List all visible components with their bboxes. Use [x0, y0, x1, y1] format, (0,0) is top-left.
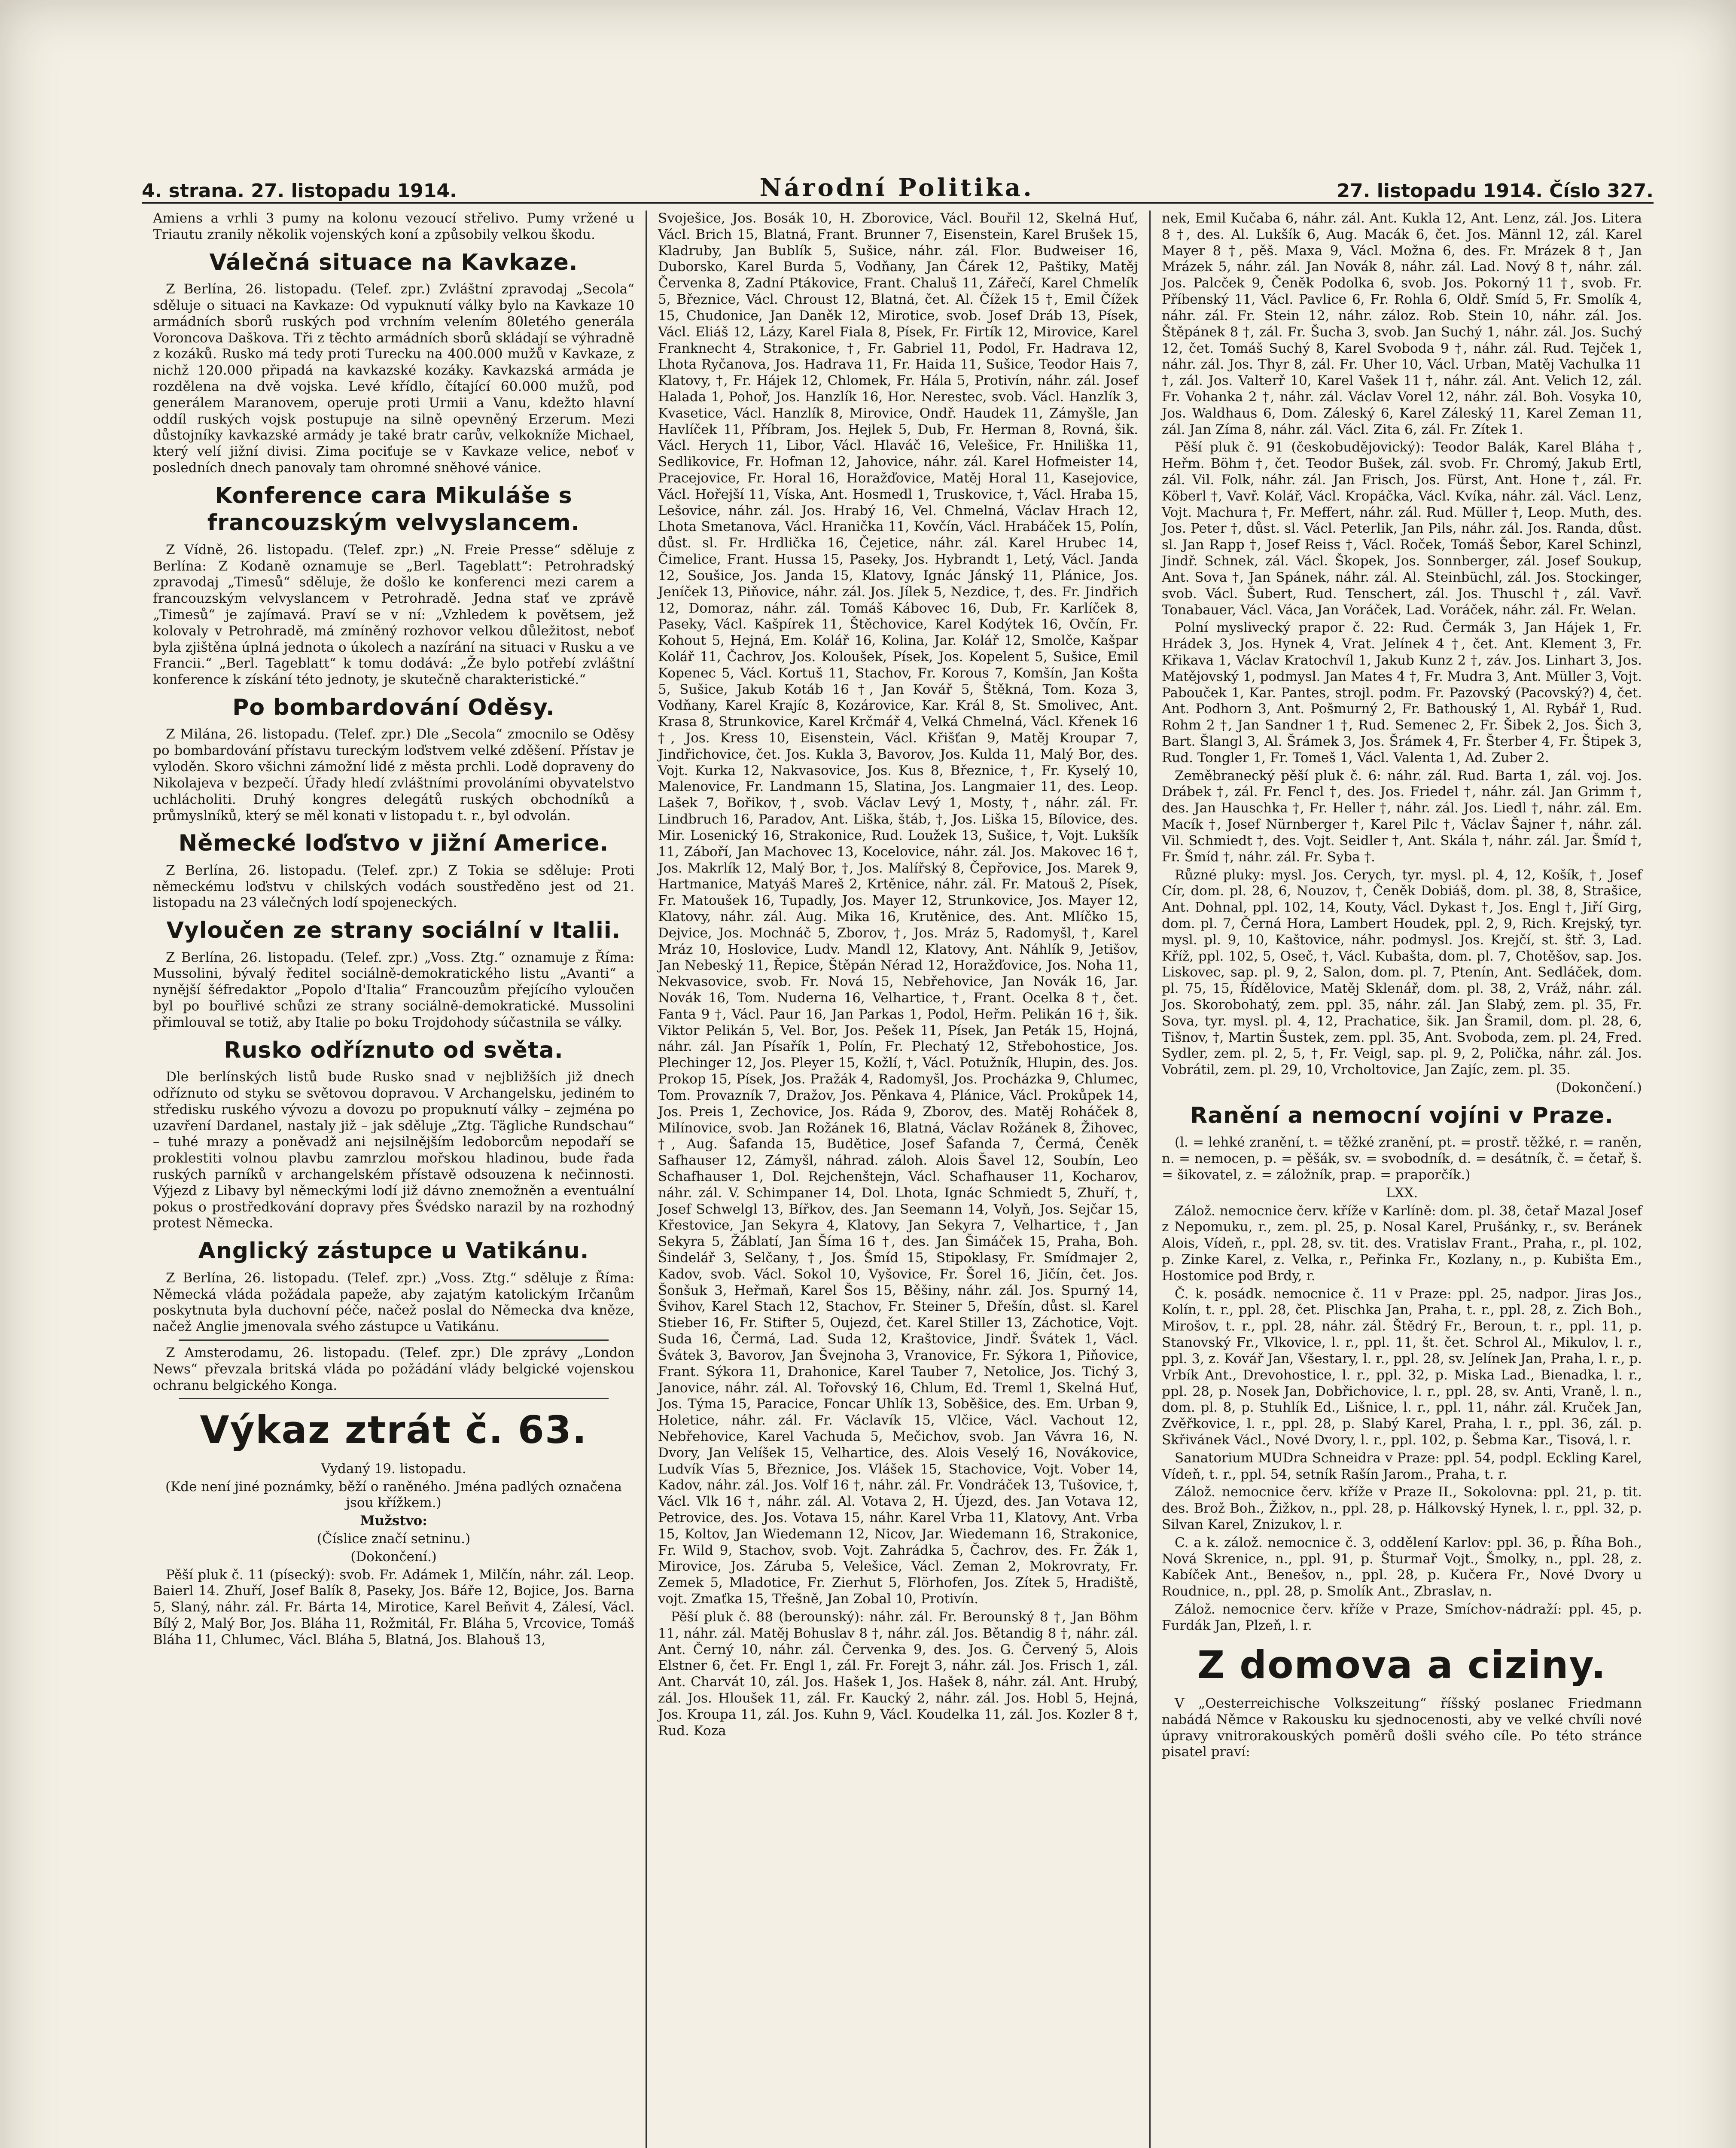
list-note: Vydaný 19. listopadu.	[321, 1461, 466, 1477]
list-note: (Dokončení.)	[350, 1549, 437, 1565]
article-paragraph: Z Berlína, 26. listopadu. (Telef. zpr.) „Voss. Ztg.“ oznamuje z Říma: Mussolini, bývalý ředitel sociálně-demokratického listu „Avanti“ a nynější šéfredaktor „Popolo d'Italia“ Francouzům přejícího vyloučen byl po bouřlivé schůzi ze strany sociálně-demokratické. Mussolini přimlouval se totiž, aby Italie po boku Trojdohody súčastnila se války.	[153, 949, 634, 1030]
hospital-list: C. a k. zálož. nemocnice č. 3, oddělení Karlov: ppl. 36, p. Říha Boh., Nová Skrenice, n., ppl. 91, p. Šturmař Vojt., Šmolky, n., ppl. 28, z. Kabíček Ant., Benešov, n., ppl. 28, p. Kučera Fr., Nové Dvory u Roudnice, n., ppl. 28, p. Smolík Ant., Zbraslav, n.	[1162, 1535, 1642, 1599]
headline: Rusko odříznuto od světa.	[224, 1037, 563, 1063]
list-note: Mužstvo:	[360, 1513, 427, 1529]
hospital-list: Sanatorium MUDra Schneidra v Praze: ppl. 54, podpl. Eckling Karel, Vídeň, t. r., ppl. 54, setník Rašín Jarom., Praha, t. r.	[1162, 1450, 1642, 1482]
article-paragraph: Z Milána, 26. listopadu. (Telef. zpr.) Dle „Secola“ zmocnilo se Oděsy po bombardování přístavu tureckým loďstvem velké zděšení. Přístav je vyloděn. Skoro všichni zámožní lidé z města prchli. Lodě dopraveny do Nikolajeva v bezpečí. Úřady hledí zvláštními provoláními obyvatelstvo uchlácholiti. Druhý kongres delegátů ruských obchodníků a průmyslníků, který se měl konati v listopadu t. r., byl odvolán.	[153, 726, 634, 824]
list-note: LXX.	[1386, 1185, 1418, 1201]
casualty-list: Svoješice, Jos. Bosák 10, H. Zborovice, Václ. Bouřil 12, Skelná Huť, Václ. Brich 15, Blatná, Frant. Brunner 7, Eisenstein, Karel Brušek 15, Kladruby, Jan Bublík 5, Sušice, náhr. zál. Flor. Budweiser 16, Duborsko, Karel Burda 5, Vodňany, Jan Čárek 12, Paštiky, Matěj Červenka 8, Zadní Ptákovice, Frant. Chaluš 11, Zářečí, Karel Chmelík 5, Březnice, Václ. Chroust 12, Blatná, čet. Al. Čížek 15 †, Emil Čížek 15, Chudonice, Jan Daněk 12, Mirotice, svob. Josef Dráb 13, Písek, Václ. Eliáš 12, Lázy, Karel Fiala 8, Písek, Fr. Firtík 12, Mirovice, Karel Franknecht 4, Strakonice, †, Fr. Gabriel 11, Podol, Fr. Hadrava 12, Lhota Ryčanova, Jos. Hadrava 11, Fr. Haida 11, Sušice, Teodor Hais 7, Klatovy, †, Fr. Hájek 12, Chlomek, Fr. Hála 5, Protivín, náhr. zál. Josef Halada 1, Pohoř, Jos. Hanzlík 16, Hor. Nerestec, svob. Václ. Hanzlík 3, Kvasetice, Václ. Hanzlík 8, Mirovice, Ondř. Haudek 11, Zámyšle, Jan Havlíček 11, Příbram, Jos. Hejlek 5, Dub, Fr. Herman 8, Rovná, šik. Václ. Herych 11, Libor, Václ. Hlaváč 16, Velešice, Fr. Hniliška 11, Sedlikovice, Fr. Hofman 12, Jahovice, náhr. zál. Karel Hofmeister 14, Pracejovice, Fr. Horal 16, Horažďovice, Matěj Horal 11, Kasejovice, Václ. Hořejší 11, Víska, Ant. Hosmedl 1, Truskovice, †, Václ. Hraba 15, Lešovice, náhr. zál. Jos. Hrabý 16, Vel. Chmelná, Václav Hrach 12, Lhota Smetanova, Václ. Hranička 11, Kovčín, Václ. Hrabáček 15, Polín, důst. sl. Fr. Hrdlička 16, Čejetice, náhr. zál. Karel Hrubec 14, Čimelice, Frant. Hussa 15, Paseky, Jos. Hybrandt 1, Letý, Václ. Janda 12, Soušice, Jos. Janda 15, Klatovy, Ignác Jánský 11, Plánice, Jos. Jeníček 13, Piňovice, náhr. zál. Jos. Jílek 5, Nezdice, †, des. Fr. Jindřich 12, Domoraz, náhr. zál. Tomáš Kábovec 16, Dub, Fr. Karlíček 8, Paseky, Václ. Kašpírek 11, Štěchovice, Karel Kodýtek 16, Ovčín, Fr. Kohout 5, Hejná, Em. Kolář 16, Kolina, Jar. Kolář 12, Smolče, Kašpar Kolář 11, Čachrov, Jos. Koloušek, Písek, Jos. Kopelent 5, Sušice, Emil Kopenec 5, Václ. Kortuš 11, Stachov, Fr. Korous 7, Komšín, Jan Košta 5, Sušice, Jakub Kotáb 16 †, Jan Kovář 5, Štěkná, Tom. Koza 3, Vodňany, Karel Krajíc 8, Kozárovice, Kar. Král 8, St. Smolivec, Ant. Krasa 8, Strunkovice, Karel Krčmář 4, Velká Chmelná, Václ. Křenek 16 †, Jos. Kress 10, Eisenstein, Václ. Křišťan 9, Matěj Kroupar 7, Jindřichovice, čet. Jos. Kukla 3, Bavorov, Jos. Kulda 11, Malý Bor, des. Vojt. Kurka 12, Nakvasovice, Jos. Kus 8, Březnice, †, Fr. Kyselý 10, Malenovice, Fr. Landmann 15, Slatina, Jos. Langmaier 11, des. Leop. Lašek 7, Bořikov, †, svob. Václav Levý 1, Mosty, †, náhr. zál. Fr. Lindbruch 16, Paradov, Ant. Liška, štáb, †, Jos. Liška 15, Bílovice, des. Mir. Losenický 16, Strakonice, Rud. Loužek 13, Sušice, †, Vojt. Lukšík 11, Záboří, Jan Machovec 13, Kocelovice, náhr. zál. Jos. Makovec 16 †, Jos. Makrlík 12, Malý Bor, †, Jos. Malířský 8, Čepřovice, Jos. Marek 9, Hartmanice, Matyáš Mareš 2, Krtěnice, náhr. zál. Fr. Matouš 2, Písek, Fr. Matoušek 16, Tupadly, Jos. Mayer 12, Strunkovice, Jos. Mayer 12, Klatovy, náhr. zál. Aug. Mika 16, Krutěnice, des. Ant. Mlíčko 15, Dejvice, Jos. Mochnáč 5, Zborov, †, Jos. Mráz 5, Radomyšl, †, Karel Mráz 10, Hoslovice, Ludv. Mandl 12, Klatovy, Ant. Náhlík 9, Jetišov, Jan Nebeský 11, Řepice, Štěpán Nérad 12, Horažďovice, Jos. Noha 11, Nekvasovice, svob. Fr. Nová 15, Nebřehovice, Jan Novák 16, Jar. Novák 16, Tom. Nuderna 16, Velhartice, †, Frant. Ocelka 8 †, čet. Fanta 9 †, Václ. Paur 16, Jan Parkas 1, Podol, Heřm. Pelikán 16 †, šik. Viktor Pelikán 5, Vel. Bor, Jos. Pešek 11, Písek, Jan Peták 15, Hojná, náhr. zál. Jan Písařík 1, Polín, Fr. Plechatý 12, Střebohostice, Jos. Plechinger 12, Jos. Pleyer 15, Kožlí, †, Václ. Potužník, Hlupin, des. Jos. Prokop 15, Písek, Jos. Pražák 4, Radomyšl, Jos. Procházka 9, Chlumec, Tom. Provazník 7, Dražov, Jos. Pěnkava 4, Plánice, Václ. Prokůpek 14, Jos. Preis 1, Zechovice, Jos. Ráda 9, Zborov, des. Matěj Roháček 8, Milínovice, svob. Jan Rožánek 16, Blatná, Václav Rožánek 8, Žihovec, †, Aug. Šafanda 15, Budětice, Josef Šafanda 7, Čermá, Čeněk Safhauser 12, Zámyšl, náhrad. záloh. Alois Šavel 12, Soubín, Leo Schafhauser 1, Dol. Rejchenštejn, Václ. Schafhauser 11, Kocharov, náhr. zál. V. Schimpaner 14, Dol. Lhota, Ignác Schmiedt 5, Zhuří, †, Josef Schwelgl 13, Bířkov, des. Jan Seemann 14, Volyň, Jos. Sejčar 15, Křestovice, Jan Sekyra 4, Klatovy, Jan Sekyra 7, Velhartice, †, Jan Sekyra 5, Žáblatí, Jan Šíma 16 †, des. Jan Šimáček 15, Praha, Boh. Šindelář 3, Selčany, †, Jos. Šmíd 15, Stipoklasy, Fr. Smídmajer 2, Kadov, svob. Václ. Sokol 10, Vyšovice, Fr. Šorel 16, Jičín, čet. Jos. Šonšuk 3, Heřmaň, Karel Šos 15, Běšiny, náhr. zál. Jos. Spurný 14, Švihov, Karel Stach 12, Stachov, Fr. Steiner 5, Dřešín, důst. sl. Karel Stieber 16, Fr. Stifter 5, Oujezd, čet. Karel Stiller 13, Záchotice, Vojt. Suda 16, Čermá, Lad. Suda 12, Kraštovice, Jindř. Švátek 1, Václ. Švátek 3, Bavorov, Jan Švejnoha 3, Vranovice, Fr. Sýkora 1, Piňovice, Frant. Sýkora 11, Drahonice, Karel Tauber 7, Netolice, Jos. Tichý 3, Janovice, náhr. zál. Al. Tořovský 16, Chlum, Ed. Treml 1, Skelná Huť, Jos. Týma 15, Paracice, Foncar Uhlík 13, Soběšice, des. Em. Urban 9, Holetice, náhr. zál. Fr. Václavík 15, Vlčice, Václ. Vachout 12, Nebřehovice, Karel Vachuda 5, Mečichov, svob. Jan Vávra 16, N. Dvory, Jan Velíšek 15, Velhartice, des. Alois Veselý 16, Novákovice, Ludvík Vías 5, Březnice, Jos. Vlášek 15, Stachovice, Vojt. Vober 14, Kadov, náhr. zál. Jos. Volf 16 †, náhr. zál. Fr. Vondráček 13, Tušovice, †, Václ. Vlk 16 †, náhr. zál. Al. Votava 2, H. Újezd, des. Jan Votava 12, Petrovice, des. Jos. Votava 15, náhr. Karel Vrba 11, Klatovy, Ant. Vrba 15, Koltov, Jan Wiedemann 12, Nicov, Jar. Wiedemann 16, Strakonice, Fr. Wild 9, Stachov, svob. Vojt. Zahrádka 5, Čachrov, des. Fr. Žák 1, Mirovice, Jos. Záruba 5, Velešice, Václ. Zeman 2, Mokrovraty, Fr. Zemek 5, Mladotice, Fr. Zierhut 5, Flörhofen, Jos. Zítek 5, Hradiště, vojt. Zmaťka 15, Třešně, Jan Zobal 10, Protivín.	[658, 211, 1138, 1607]
article-paragraph: V „Oesterreichische Volkszeitung“ říšský poslanec Friedmann nabádá Němce v Rakousku ku sjednocenosti, aby ve velké chvíli nové úpravy vnitrorakouských poměrů došli svého cíle. Po této stránce pisatel praví:	[1162, 1696, 1642, 1760]
casualty-list: Pěší pluk č. 91 (českobudějovický): Teodor Balák, Karel Bláha †, Heřm. Böhm †, čet. Teodor Bušek, zál. svob. Fr. Chromý, Jakub Ertl, zál. Vil. Folk, náhr. zál. Jan Frisch, Jos. Fürst, Ant. Hone †, zál. Fr. Köberl †, Vavř. Kolář, Václ. Kropáčka, Václ. Kvíka, náhr. zál. Václ. Lenz, Vojt. Machura †, Fr. Meffert, náhr. zál. Rud. Müller †, Leop. Muth, des. Jos. Peter †, důst. sl. Václ. Peterlik, Jan Pils, náhr. zál. Jos. Randa, důst. sl. Jan Rapp †, Josef Reiss †, Václ. Roček, Tomáš Šebor, Karel Schinzl, Jindř. Schnek, zál. Václ. Škopek, Jos. Sonnberger, zál. Josef Soukup, Ant. Sova †, Jan Spánek, náhr. zál. Al. Steinbüchl, zál. Jos. Stockinger, svob. Václ. Šubert, Rud. Tenschert, zál. Jos. Thuschl †, zál. Vavř. Tonabauer, Václ. Váca, Jan Voráček, Lad. Voráček, náhr. zál. Fr. Welan.	[1162, 439, 1642, 618]
list-note: (Kde není jiné poznámky, běží o raněného. Jména padlých označena jsou křížkem.)	[165, 1479, 622, 1511]
list-note: (Číslice značí setninu.)	[317, 1531, 471, 1547]
headline: Po bombardování Oděsy.	[232, 695, 555, 720]
column-3	[1149, 211, 1653, 2148]
hospital-list: Zálož. nemocnice červ. kříže v Karlíně: dom. pl. 38, četař Mazal Josef z Nepomuku, r., zem. pl. 25, p. Nosal Karel, Prušánky, r., sv. Beránek Alois, Vídeň, r., ppl. 28, sv. tit. des. Vratislav Frant., Praha, r., pl. 102, p. Zinke Karel, z. Velka, r., Peřinka Fr., Kozlany, n., p. Kubišta Em., Hostomice pod Brdy, r.	[1162, 1203, 1642, 1284]
section-title: Výkaz ztrát č. 63.	[200, 1408, 588, 1452]
casualty-list: Pěší pluk č. 11 (písecký): svob. Fr. Adámek 1, Milčín, náhr. zál. Leop. Baierl 14. Zhuří, Josef Balík 8, Paseky, Jos. Báře 12, Bojice, Jos. Barna 5, Slaný, náhr. zál. Fr. Bárta 14, Mirotice, Karel Beňvit 4, Zálesí, Václ. Bílý 2, Malý Bor, Jos. Bláha 11, Rožmitál, Fr. Bláha 5, Vrcovice, Tomáš Bláha 11, Chlumec, Václ. Bláha 5, Blatná, Jos. Blahouš 13,	[153, 1567, 634, 1648]
headline: Německé loďstvo v jižní Americe.	[178, 830, 609, 857]
columns	[142, 211, 1654, 2148]
divider	[179, 1398, 609, 1399]
casualty-list: Zeměbranecký pěší pluk č. 6: náhr. zál. Rud. Barta 1, zál. voj. Jos. Drábek †, zál. Fr. Fencl †, des. Jos. Friedel †, náhr. zál. Jan Grimm †, des. Jan Hauschka †, Fr. Heller †, náhr. zál. Jos. Liedl †, náhr. zál. Em. Macík †, Josef Nürnberger †, Karel Pilc †, Václav Šajner †, náhr. zál. Vil. Schmiedt †, des. Vojt. Seidler †, Ant. Skála †, náhr. zál. Jar. Šmíd †, Fr. Šmíd †, náhr. zál. Fr. Syba †.	[1162, 768, 1642, 865]
article-paragraph: Z Amsterodamu, 26. listopadu. (Telef. zpr.) Dle zprávy „London News“ převzala britská vláda po požádání vlády belgické vojenskou ochranu belgického Konga.	[153, 1345, 634, 1393]
article-paragraph: Amiens a vrhli 3 pumy na kolonu vezoucí střelivo. Pumy vržené u Triautu zranily několik vojenských koní a způsobily velkou škodu.	[153, 211, 634, 242]
headline: Vyloučen ze strany sociální v Italii.	[166, 918, 621, 944]
casualty-list: Polní myslivecký prapor č. 22: Rud. Čermák 3, Jan Hájek 1, Fr. Hrádek 3, Jos. Hynek 4, Vrat. Jelínek 4 †, čet. Ant. Klement 3, Fr. Křikava 1, Václav Kratochvíl 1, Jakub Kunz 2 †, záv. Jos. Linhart 3, Jos. Matějovský 1, podmysl. Jan Mates 4 †, Fr. Mudra 3, Ant. Müller 3, Vojt. Pabouček 1, Kar. Pantes, strojl. podm. Fr. Pazovský (Pacovský?) 4, čet. Ant. Podhorn 3, Ant. Pošmurný 2, Fr. Bathouský 1, Al. Rybář 1, Rud. Rohm 2 †, Jan Sandner 1 †, Rud. Semenec 2, Fr. Šibek 2, Jos. Šich 3, Bart. Šlangl 3, Al. Šrámek 3, Jos. Šrámek 4, Fr. Šterber 4, Fr. Štipek 3, Rud. Tongler 1, Fr. Tomeš 1, Václ. Valenta 1, Ad. Zuber 2.	[1162, 620, 1642, 766]
article-paragraph: Z Berlína, 26. listopadu. (Telef. zpr.) Z Tokia se sděluje: Proti německému loďstvu v chilských vodách soustředěno jest od 21. listopadu na 23 válečných lodí spojeneckých.	[153, 862, 634, 911]
article-paragraph: Dle berlínských listů bude Rusko snad v nejbližších již dnech odříznuto od styku se světovou dopravou. V Archangelsku, jediném to středisku ruského vývozu a dovozu po propuknutí války – zejména po uzavření Dardanel, nastaly již – jak sděluje „Ztg. Tägliche Rundschau“ – tuhé mrazy a poněvadž ani nejsilnějším ledoborcům nepodaří se proklestiti volnou plavbu zamrzlou mořskou hladinou, bude řada ruských parníků v archangelském přístavě odsouzena k nečinnosti. Výjezd z Libavy byl německými lodí již dávno znemožněn a eventuální pokus o prostředkování dopravy přes Švédsko narazil by na rozhodný protest Německa.	[153, 1069, 634, 1231]
casualty-list: Pěší pluk č. 88 (berounský): náhr. zál. Fr. Berounský 8 †, Jan Böhm 11, náhr. zál. Matěj Bohuslav 8 †, náhr. zál. Jos. Bětandig 8 †, náhr. zál. Ant. Černý 10, náhr. zál. Červenka 9, des. Jos. G. Červený 5, Alois Elstner 6, čet. Fr. Engl 1, zál. Fr. Forejt 3, náhr. zál. Jos. Frisch 1, zál. Ant. Charvát 10, zál. Jos. Hašek 1, Jos. Hašek 8, náhr. zál. Ant. Hrubý, zál. Jos. Hloušek 11, zál. Fr. Kaucký 2, náhr. zál. Jos. Hobl 5, Hejná, Jos. Kroupa 11, zál. Jos. Kuhn 9, Václ. Koudelka 11, zál. Jos. Kozler 8 †, Rud. Koza	[658, 1609, 1138, 1739]
article-paragraph: Z Berlína, 26. listopadu. (Telef. zpr.) „Voss. Ztg.“ sděluje z Říma: Německá vláda požádala papeže, aby zajatým katolickým Irčanům poskytnuta byla duchovní péče, načež poslal do Německa dva kněze, načež Anglie jmenovala svého zástupce u Vatikánu.	[153, 1270, 634, 1335]
headline: Anglický zástupce u Vatikánu.	[198, 1238, 589, 1264]
masthead: Národní Politika.	[759, 174, 1034, 202]
hospital-list: Zálož. nemocnice červ. kříže v Praze II., Sokolovna: ppl. 21, p. tit. des. Brož Boh., Žižkov, n., ppl. 28, p. Hálkovský Hynek, l. r., ppl. 32, p. Silvan Karel, Znizukov, l. r.	[1162, 1484, 1642, 1532]
header-issue-right: 27. listopadu 1914. Číslo 327.	[1337, 180, 1654, 202]
hospital-list: Zálož. nemocnice červ. kříže v Praze, Smíchov-nádraží: ppl. 45, p. Furdák Jan, Plzeň, l. r.	[1162, 1602, 1642, 1633]
column-1	[142, 211, 646, 2148]
headline: Konference cara Mikuláše s francouzským velvyslancem.	[207, 482, 580, 536]
legend-note: (l. = lehké zranění, t. = těžké zranění, pt. = prostř. těžké, r. = raněn, n. = nemocen, p. = pěšák, sv. = svobodník, d. = desátník, č. = četař, š. = šikovatel, z. = záložník, prap. = praporčík.)	[1162, 1135, 1642, 1183]
page-header	[142, 168, 1654, 204]
divider	[179, 1339, 609, 1341]
article-paragraph: Z Berlína, 26. listopadu. (Telef. zpr.) Zvláštní zpravodaj „Secola“ sděluje o situaci na Kavkaze: Od vypuknutí války bylo na Kavkaze 10 armádních sborů ruských pod vrchním velením 80letého generála Voroncova Daškova. Tři z těchto armádních sborů skládají se výhradně z kozáků. Rusko má tedy proti Turecku na 400.000 mužů v Kavkaze, z nichž 120.000 připadá na kavkazské kozáky. Kavkazská armáda je rozdělena na dvě vojska. Levé křídlo, čítající 60.000 mužů, pod generálem Maranovem, operuje proti Urmii a Vanu, kdežto hlavní oddíl ruských vojsk postupuje na silně opevněný Erzerum. Mezi důstojníky kavkazské armády je také bratr carův, velkokníže Michael, který velí jižní divisi. Zima pociťuje se v Kavkaze velice, neboť v posledních dnech panovaly tam ohromné sněhové vánice.	[153, 281, 634, 476]
casualty-list: Různé pluky: mysl. Jos. Cerych, tyr. mysl. pl. 4, 12, Košík, †, Josef Cír, dom. pl. 28, 6, Nouzov, †, Čeněk Dobiáš, dom. pl. 38, 8, Strašice, Ant. Dohnal, ppl. 102, 14, Kouty, Václ. Dykast †, Jos. Engl †, Jiří Girg, dom. pl. 7, Černá Hora, Lambert Houdek, ppl. 2, 9, Rich. Krejský, tyr. mysl. pl. 9, 10, Kaštovice, náhr. podmysl. Jos. Krejčí, st. štř. 3, Lad. Kříž, ppl. 102, 5, Oseč, †, Václ. Kubašta, dom. pl. 7, Chotěšov, sap. Jos. Liskovec, sap. pl. 9, 2, Salon, dom. pl. 7, Ptenín, Ant. Sedláček, dom. pl. 75, 15, Řídělovice, Matěj Sklenář, dom. pl. 38, 2, Vráž, náhr. zál. Jos. Skorobohatý, zem. ppl. 35, náhr. zál. Jan Slabý, zem. pl. 35, Fr. Sova, tyr. mysl. pl. 4, 12, Prachatice, šik. Jan Šramil, dom. pl. 28, 6, Tišnov, †, Martin Šustek, zem. ppl. 35, Ant. Svoboda, zem. pl. 24, Fred. Sydler, zem. pl. 2, 5, †, Fr. Veigl, sap. pl. 9, 2, Polička, náhr. zál. Jos. Vobrátil, zem. pl. 29, 10, Vrcholtovice, Jan Zajíc, zem. pl. 35.	[1162, 867, 1642, 1078]
column-2	[646, 211, 1149, 2148]
header-date-left: 4. strana. 27. listopadu 1914.	[142, 180, 457, 202]
casualty-list: nek, Emil Kučaba 6, náhr. zál. Ant. Kukla 12, Ant. Lenz, zál. Jos. Litera 8 †, des. Al. Lukšík 6, Aug. Macák 6, čet. Jos. Männl 12, zál. Karel Mayer 8 †, pěš. Maxa 9, Václ. Možna 6, des. Fr. Mrázek 8 †, Jan Mrázek 5, náhr. zál. Jan Novák 8, náhr. zál. Lad. Nový 8 †, náhr. zál. Jos. Palcček 9, Čeněk Podolka 6, svob. Jos. Pokorný 11 †, svob. Fr. Příbenský 11, Václ. Pavlice 6, Fr. Rohla 6, Oldř. Smíd 5, Fr. Smolík 4, náhr. zál. Fr. Stein 12, náhr. záloz. Rob. Stein 10, náhr. zál. Jos. Štěpánek 8 †, zál. Fr. Šucha 3, svob. Jan Suchý 1, náhr. zál. Jos. Suchý 12, čet. Tomáš Suchý 8, Karel Svoboda 9 †, náhr. zál. Rud. Tejček 1, náhr. zál. Jos. Thyr 8, zál. Fr. Uher 10, Václ. Urban, Matěj Vachulka 11 †, zál. Jos. Valterř 10, Karel Vašek 11 †, náhr. zál. Ant. Velich 12, zál. Fr. Vohanka 2 †, náhr. zál. Václav Vorel 12, náhr. zál. Boh. Vosyka 10, Jos. Waldhaus 6, Dom. Záleský 6, Karel Záleský 11, Karel Zeman 11, zál. Jan Zíma 8, náhr. zál. Václ. Zita 6, zál. Fr. Zítek 1.	[1162, 211, 1642, 437]
list-note: (Dokončení.)	[1556, 1080, 1642, 1096]
article-paragraph: Z Vídně, 26. listopadu. (Telef. zpr.) „N. Freie Presse“ sděluje z Berlína: Z Kodaně oznamuje se „Berl. Tageblatt“: Petrohradský zpravodaj „Timesů“ sděluje, že došlo ke konferenci mezi carem a francouzským velvyslancem v Petrohradě. Jedna stať ve zprávě „Timesů“ je zajímavá. Praví se v ní: „Vzhledem k povětsem, jež kolovaly v Petrohradě, má zmíněný rozhovor velkou důležitost, neboť byla zjištěna úplná jednota o úkolech a nazírání na situaci v Rusku a ve Francii.“ „Berl. Tageblatt“ k tomu dodává: „Že bylo potřebí zvláštní konference k získání této jednoty, je skutečně charakteristické.“	[153, 542, 634, 688]
headline: Válečná situace na Kavkaze.	[209, 249, 578, 275]
headline: Ranění a nemocní vojíni v Praze.	[1190, 1102, 1614, 1129]
hospital-list: Č. k. posádk. nemocnice č. 11 v Praze: ppl. 25, nadpor. Jiras Jos., Kolín, t. r., ppl. 28, čet. Plischka Jan, Praha, t. r., ppl. 28, z. Zich Boh., Mirošov, t. r., ppl. 28, náhr. zál. Štědrý Fr., Beroun, t. r., ppl. 11, p. Stanovský Fr., Vlkovice, l. r., ppl. 11, št. čet. Schrol Al., Mikulov, l. r., ppl. 3, z. Kovář Jan, Všestary, l. r., ppl. 28, sv. Jelínek Jan, Praha, l. r., p. Vrbík Ant., Drevohostice, l. r., ppl. 32, p. Miska Lad., Bienadka, l. r., ppl. 28, p. Nosek Jan, Dobřichovice, l. r., ppl. 28, sv. Anti, Vraně, l. n., dom. pl. 8, p. Stuhlík Ed., Lišnice, l. r., ppl. 11, náhr. zál. Kruček Jan, Zvěřkovice, l. r., ppl. 28, p. Slabý Karel, Praha, l. r., ppl. 36, zál. p. Skřivánek Václ., Nové Dvory, l. r., ppl. 102, p. Šebma Kar., Tisová, l. r.	[1162, 1286, 1642, 1448]
section-title: Z domova a ciziny.	[1197, 1642, 1607, 1687]
